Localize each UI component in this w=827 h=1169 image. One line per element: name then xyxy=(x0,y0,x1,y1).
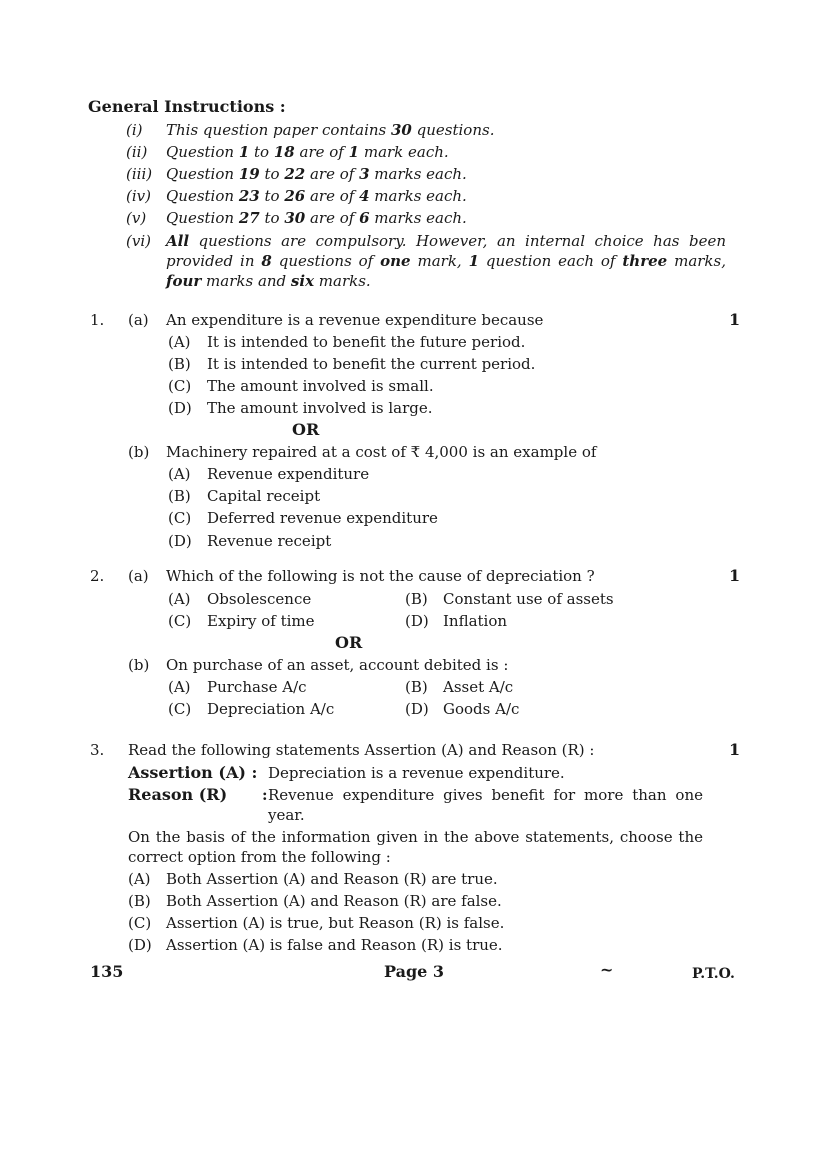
option-label: (B) xyxy=(128,892,151,910)
option-label: (D) xyxy=(405,700,429,718)
option-text: Revenue receipt xyxy=(207,532,332,550)
question-text: Read the following statements Assertion (A) and Reason (R) : xyxy=(128,741,595,759)
question-text: An expenditure is a revenue expenditure because xyxy=(166,311,544,329)
instruction-num: (ii) xyxy=(126,143,148,161)
paper-code: 135 xyxy=(90,962,124,981)
page-number: Page 3 xyxy=(384,962,445,981)
option-label: (A) xyxy=(168,465,191,483)
option-text: Deferred revenue expenditure xyxy=(207,509,438,527)
option-label: (D) xyxy=(168,532,192,550)
instruction-num: (i) xyxy=(126,121,143,139)
option-label: (D) xyxy=(128,936,152,954)
general-instructions-title: General Instructions : xyxy=(88,97,286,116)
marks: 1 xyxy=(729,740,741,759)
instruction-text: Question 27 to 30 are of 6 marks each. xyxy=(166,209,467,227)
option-label: (C) xyxy=(128,914,152,932)
option-text: Capital receipt xyxy=(207,487,321,505)
reason-colon: : xyxy=(262,786,268,804)
option-text: Depreciation A/c xyxy=(207,700,335,718)
option-text: Assertion (A) is true, but Reason (R) is false. xyxy=(166,914,505,932)
instruction-text: Question 19 to 22 are of 3 marks each. xyxy=(166,165,467,183)
option-label: (A) xyxy=(128,870,151,888)
option-label: (D) xyxy=(168,399,192,417)
option-label: (C) xyxy=(168,700,192,718)
option-label: (A) xyxy=(168,590,191,608)
pto-label: P.T.O. xyxy=(692,966,735,982)
part-label: (a) xyxy=(128,567,149,585)
instruction-line: correct option from the following : xyxy=(128,848,391,866)
option-label: (B) xyxy=(168,355,191,373)
option-label: (D) xyxy=(405,612,429,630)
option-text: Inflation xyxy=(443,612,508,630)
or-separator: OR xyxy=(292,420,320,439)
part-label: (b) xyxy=(128,656,150,674)
instruction-text: This question paper contains 30 questions. xyxy=(166,121,495,139)
option-text: Constant use of assets xyxy=(443,590,614,608)
option-text: It is intended to benefit the future period. xyxy=(207,333,526,351)
reason-text-line: Revenue expenditure gives benefit for more than one xyxy=(268,786,703,804)
tilde-mark: ~ xyxy=(600,960,614,979)
option-text: Both Assertion (A) and Reason (R) are true. xyxy=(166,870,498,888)
option-label: (B) xyxy=(405,678,428,696)
option-text: Expiry of time xyxy=(207,612,315,630)
instruction-num: (vi) xyxy=(126,232,151,250)
option-label: (C) xyxy=(168,612,192,630)
option-label: (B) xyxy=(405,590,428,608)
marks: 1 xyxy=(729,310,741,329)
marks: 1 xyxy=(729,566,741,585)
instruction-text: Question 1 to 18 are of 1 mark each. xyxy=(166,143,449,161)
question-number: 3. xyxy=(90,741,105,759)
instruction-num: (iii) xyxy=(126,165,153,183)
question-number: 2. xyxy=(90,567,105,585)
option-text: Both Assertion (A) and Reason (R) are false. xyxy=(166,892,502,910)
option-text: The amount involved is small. xyxy=(207,377,434,395)
option-label: (A) xyxy=(168,333,191,351)
instruction-text: Question 23 to 26 are of 4 marks each. xyxy=(166,187,467,205)
assertion-label: Assertion (A) : xyxy=(128,763,258,782)
option-text: The amount involved is large. xyxy=(207,399,433,417)
part-label: (b) xyxy=(128,443,150,461)
question-text: On purchase of an asset, account debited is : xyxy=(166,656,509,674)
option-label: (C) xyxy=(168,509,192,527)
option-label: (A) xyxy=(168,678,191,696)
option-label: (B) xyxy=(168,487,191,505)
option-text: Asset A/c xyxy=(443,678,514,696)
question-text: Which of the following is not the cause of depreciation ? xyxy=(166,567,595,585)
part-label: (a) xyxy=(128,311,149,329)
reason-text-line: year. xyxy=(268,806,305,824)
question-text: Machinery repaired at a cost of ₹ 4,000 is an example of xyxy=(166,443,597,461)
instruction-text-line: four marks and six marks. xyxy=(166,272,371,290)
option-text: Assertion (A) is false and Reason (R) is true. xyxy=(166,936,503,954)
instruction-text-line: provided in 8 questions of one mark, 1 question each of three marks, xyxy=(166,252,726,270)
option-text: It is intended to benefit the current period. xyxy=(207,355,536,373)
assertion-text: Depreciation is a revenue expenditure. xyxy=(268,764,565,782)
reason-label: Reason (R) xyxy=(128,785,228,804)
instruction-num: (iv) xyxy=(126,187,151,205)
or-separator: OR xyxy=(335,633,363,652)
option-text: Goods A/c xyxy=(443,700,520,718)
instruction-num: (v) xyxy=(126,209,147,227)
option-text: Revenue expenditure xyxy=(207,465,370,483)
instruction-line: On the basis of the information given in the above statements, choose the xyxy=(128,828,703,846)
option-label: (C) xyxy=(168,377,192,395)
instruction-text-line: All questions are compulsory. However, an internal choice has been xyxy=(166,232,726,250)
question-number: 1. xyxy=(90,311,105,329)
option-text: Purchase A/c xyxy=(207,678,307,696)
option-text: Obsolescence xyxy=(207,590,312,608)
